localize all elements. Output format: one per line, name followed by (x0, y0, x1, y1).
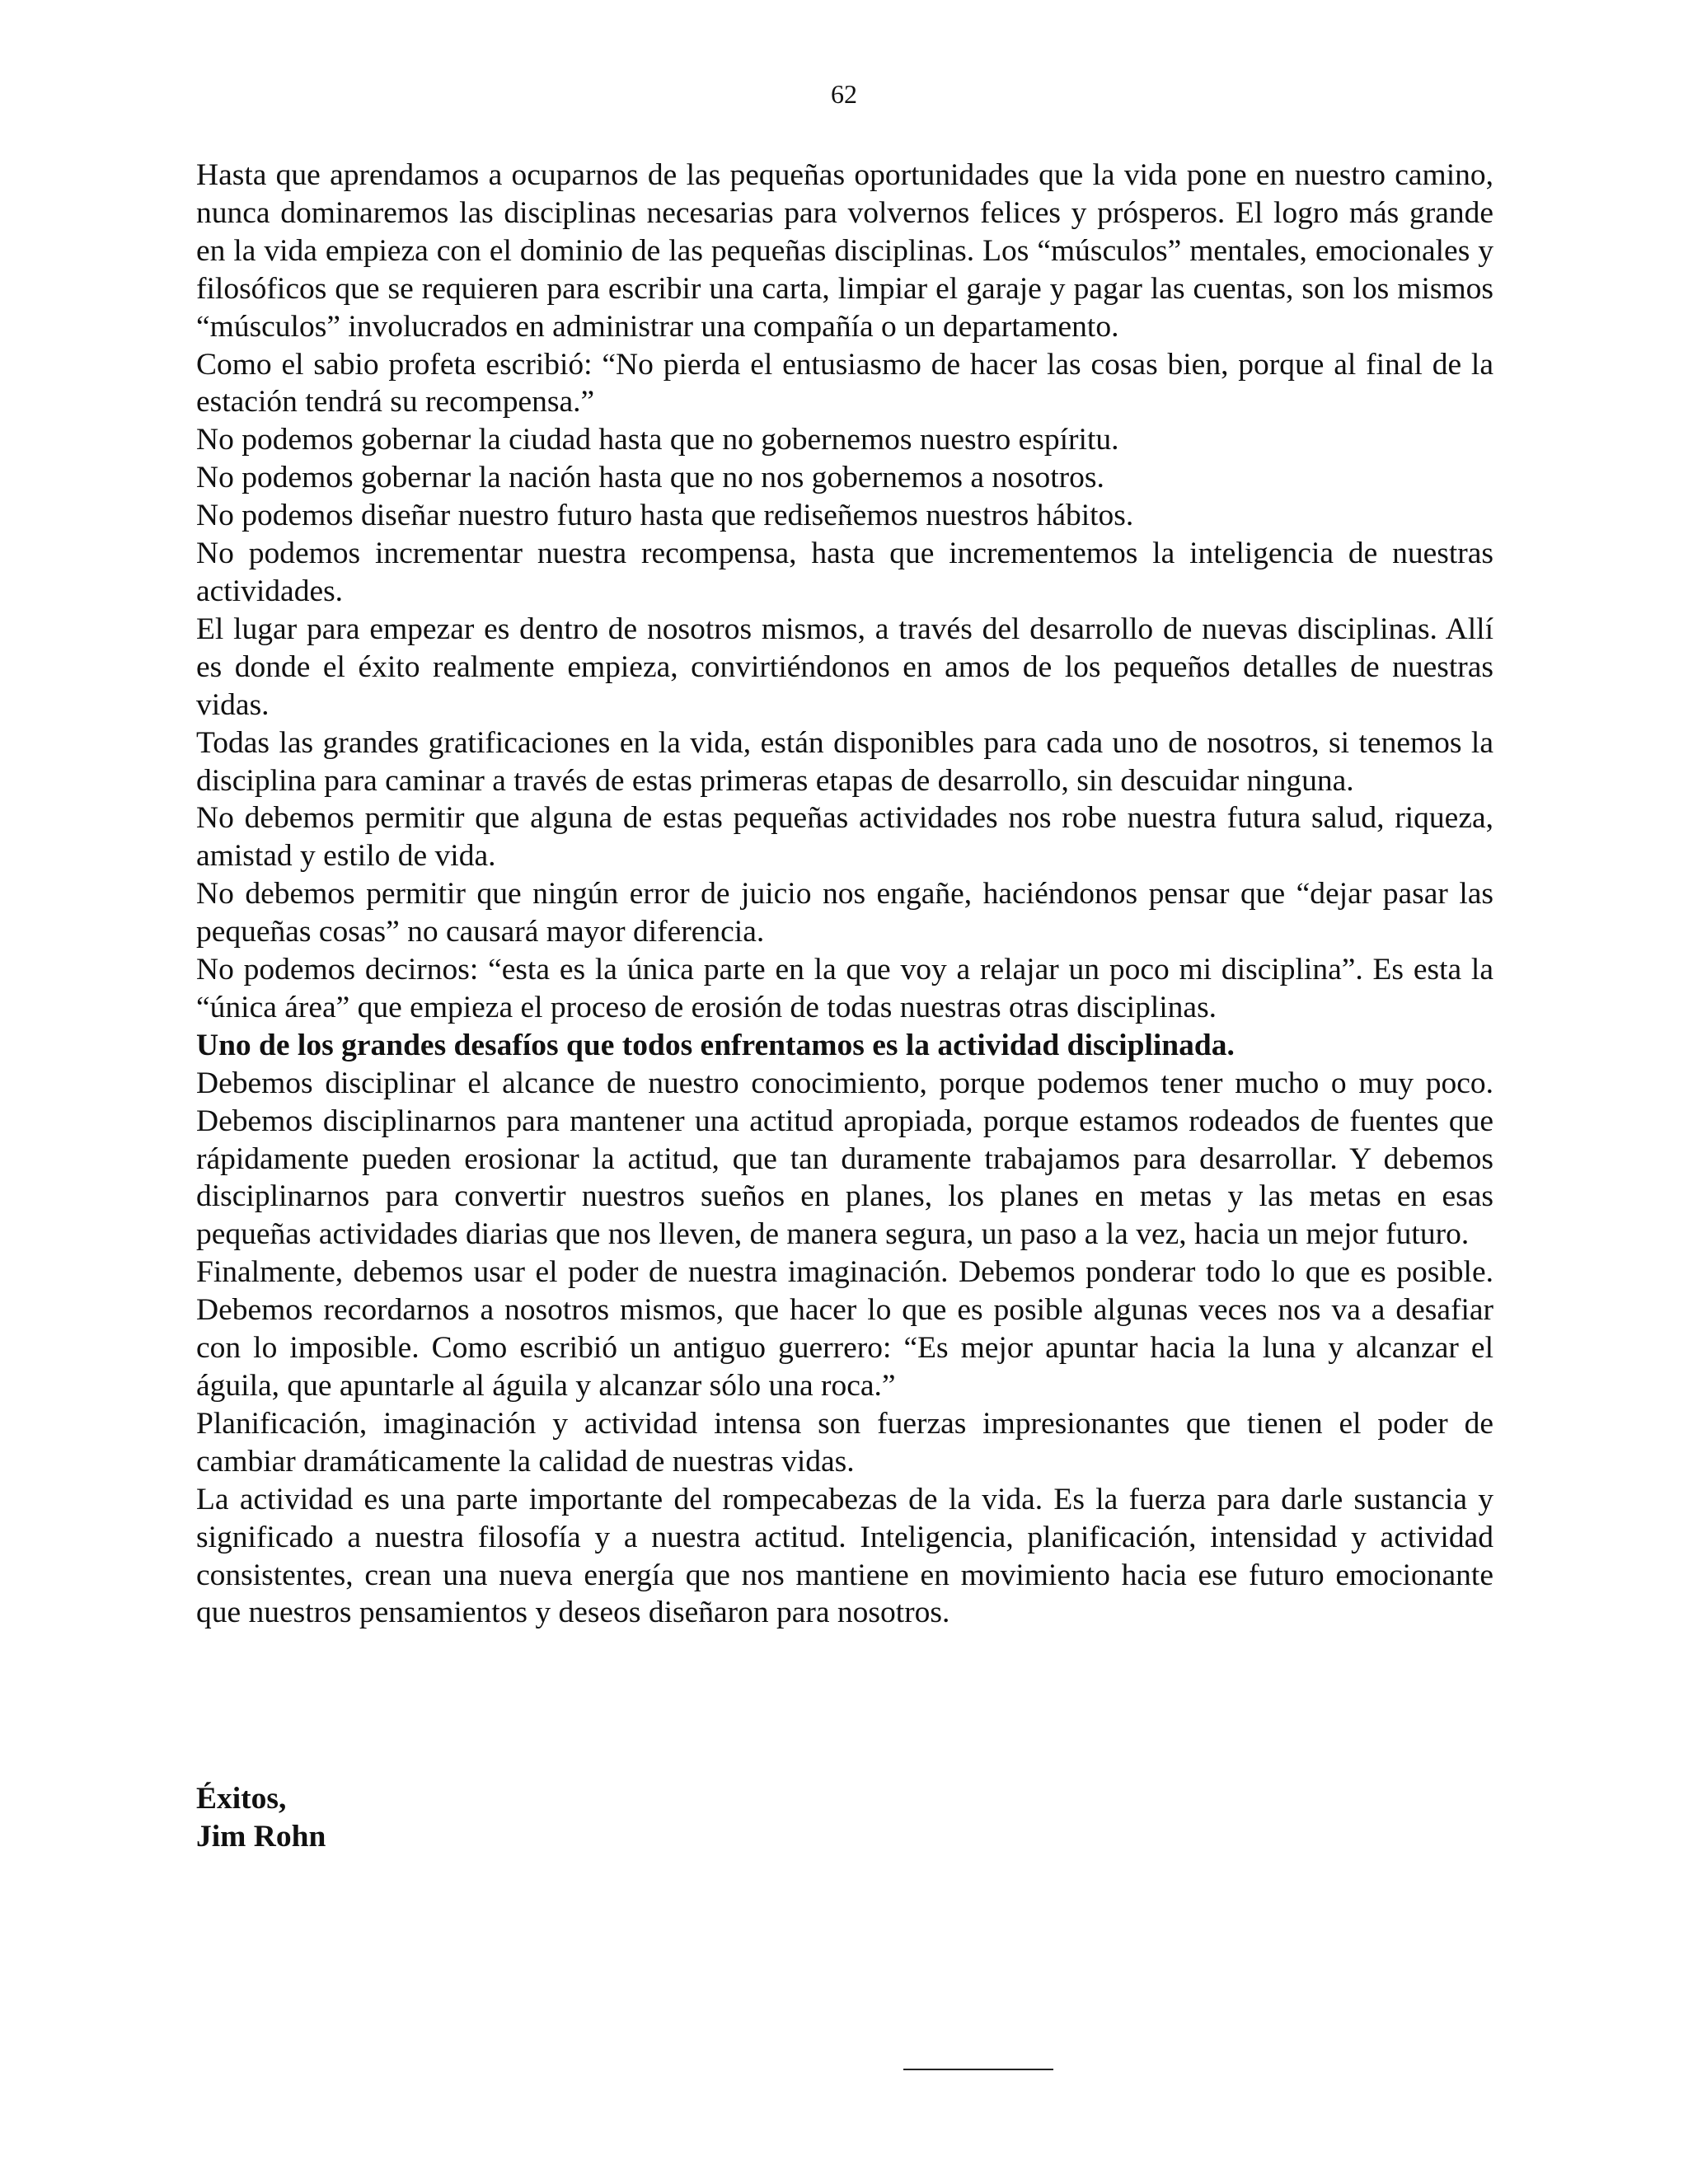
paragraph-small-activities: No debemos permitir que alguna de estas pequeñas actividades nos robe nuestra futura salud, riqueza, amistad y estilo de vida. (196, 801, 1493, 874)
author-name: Jim Rohn (196, 1820, 326, 1854)
paragraph-imagination: Finalmente, debemos usar el poder de nuestra imaginación. Debemos ponderar todo lo que es posible. Debemos recordarnos a nosotros mismos, que hacer lo que es posible algunas veces nos va a desafiar con lo imposible. Como escribió un antiguo guerrero: “Es mejor apuntar hacia la luna y alcanzar el águila, que apuntarle al águila y alcanzar sólo una roca.” (196, 1255, 1493, 1403)
page-number: 62 (831, 79, 857, 109)
closing-salutation: Éxitos, (196, 1782, 287, 1816)
paragraph-discipline-knowledge: Debemos disciplinar el alcance de nuestro conocimiento, porque podemos tener mucho o muy poco. Debemos disciplinarnos para mantener una actitud apropiada, porque estamos rodeados de fuentes que rápidamente pueden erosionar la actitud, que tan duramente trabajamos para desarrollar. Y debemos disciplinarnos para convertir nuestros sueños en planes, los planes en metas y las metas en esas pequeñas actividades diarias que nos lleven, de manera segura, un paso a la vez, hacia un mejor futuro. (196, 1066, 1493, 1252)
paragraph-small-disciplines: Hasta que aprendamos a ocuparnos de las pequeñas oportunidades que la vida pone en nuestro camino, nunca dominaremos las disciplinas necesarias para volvernos felices y prósperos. El logro más grande en la vida empieza con el dominio de las pequeñas disciplinas. Los “músculos” mentales, emocionales y filosóficos que se requieren para escribir una carta, limpiar el garaje y pagar las cuentas, son los mismos “músculos” involucrados en administrar una compañía o un departamento. (196, 158, 1493, 344)
footnote-divider (903, 2069, 1053, 2070)
paragraph-great-rewards: Todas las grandes gratificaciones en la vida, están disponibles para cada uno de nosotros, si tenemos la disciplina para caminar a través de estas primeras etapas de desarrollo, sin descuidar ninguna. (196, 725, 1493, 798)
paragraph-place-to-start: El lugar para empezar es dentro de nosotros mismos, a través del desarrollo de nuevas disciplinas. Allí es donde el éxito realmente empieza, convirtiéndonos en amos de los pequeños detalles de nuestras vidas. (196, 612, 1493, 722)
paragraph-prophet-quote: Como el sabio profeta escribió: “No pierda el entusiasmo de hacer las cosas bien, porque al final de la estación tendrá su recompensa.” (196, 347, 1493, 419)
body-text (196, 157, 1493, 1632)
paragraph-govern-nation: No podemos gobernar la nación hasta que no nos gobernemos a nosotros. (196, 461, 1104, 495)
paragraph-govern-city: No podemos gobernar la ciudad hasta que no gobernemos nuestro espíritu. (196, 423, 1119, 457)
paragraph-error-of-judgment: No debemos permitir que ningún error de juicio nos engañe, haciéndonos pensar que “dejar pasar las pequeñas cosas” no causará mayor diferencia. (196, 877, 1493, 949)
paragraph-only-area: No podemos decirnos: “esta es la única parte en la que voy a relajar un poco mi disciplina”. Es esta la “única área” que empieza el proceso de erosión de todas nuestras otras disciplinas. (196, 953, 1493, 1024)
signature-block (196, 1780, 326, 1856)
paragraph-activity-puzzle: La actividad es una parte importante del rompecabezas de la vida. Es la fuerza para darle sustancia y significado a nuestra filosofía y a nuestra actitud. Inteligencia, planificación, intensidad y actividad consistentes, crean una nueva energía que nos mantiene en movimiento hacia ese futuro emocionante que nuestros pensamientos y deseos diseñaron para nosotros. (196, 1482, 1493, 1630)
paragraph-design-future: No podemos diseñar nuestro futuro hasta que rediseñemos nuestros hábitos. (196, 499, 1134, 533)
paragraph-increase-reward: No podemos incrementar nuestra recompensa, hasta que incrementemos la inteligencia de nuestras actividades. (196, 537, 1493, 608)
paragraph-planning: Planificación, imaginación y actividad intensa son fuerzas impresionantes que tienen el poder de cambiar dramáticamente la calidad de nuestras vidas. (196, 1406, 1493, 1479)
paragraph-disciplined-activity-heading: Uno de los grandes desafíos que todos enfrentamos es la actividad disciplinada. (196, 1028, 1235, 1062)
